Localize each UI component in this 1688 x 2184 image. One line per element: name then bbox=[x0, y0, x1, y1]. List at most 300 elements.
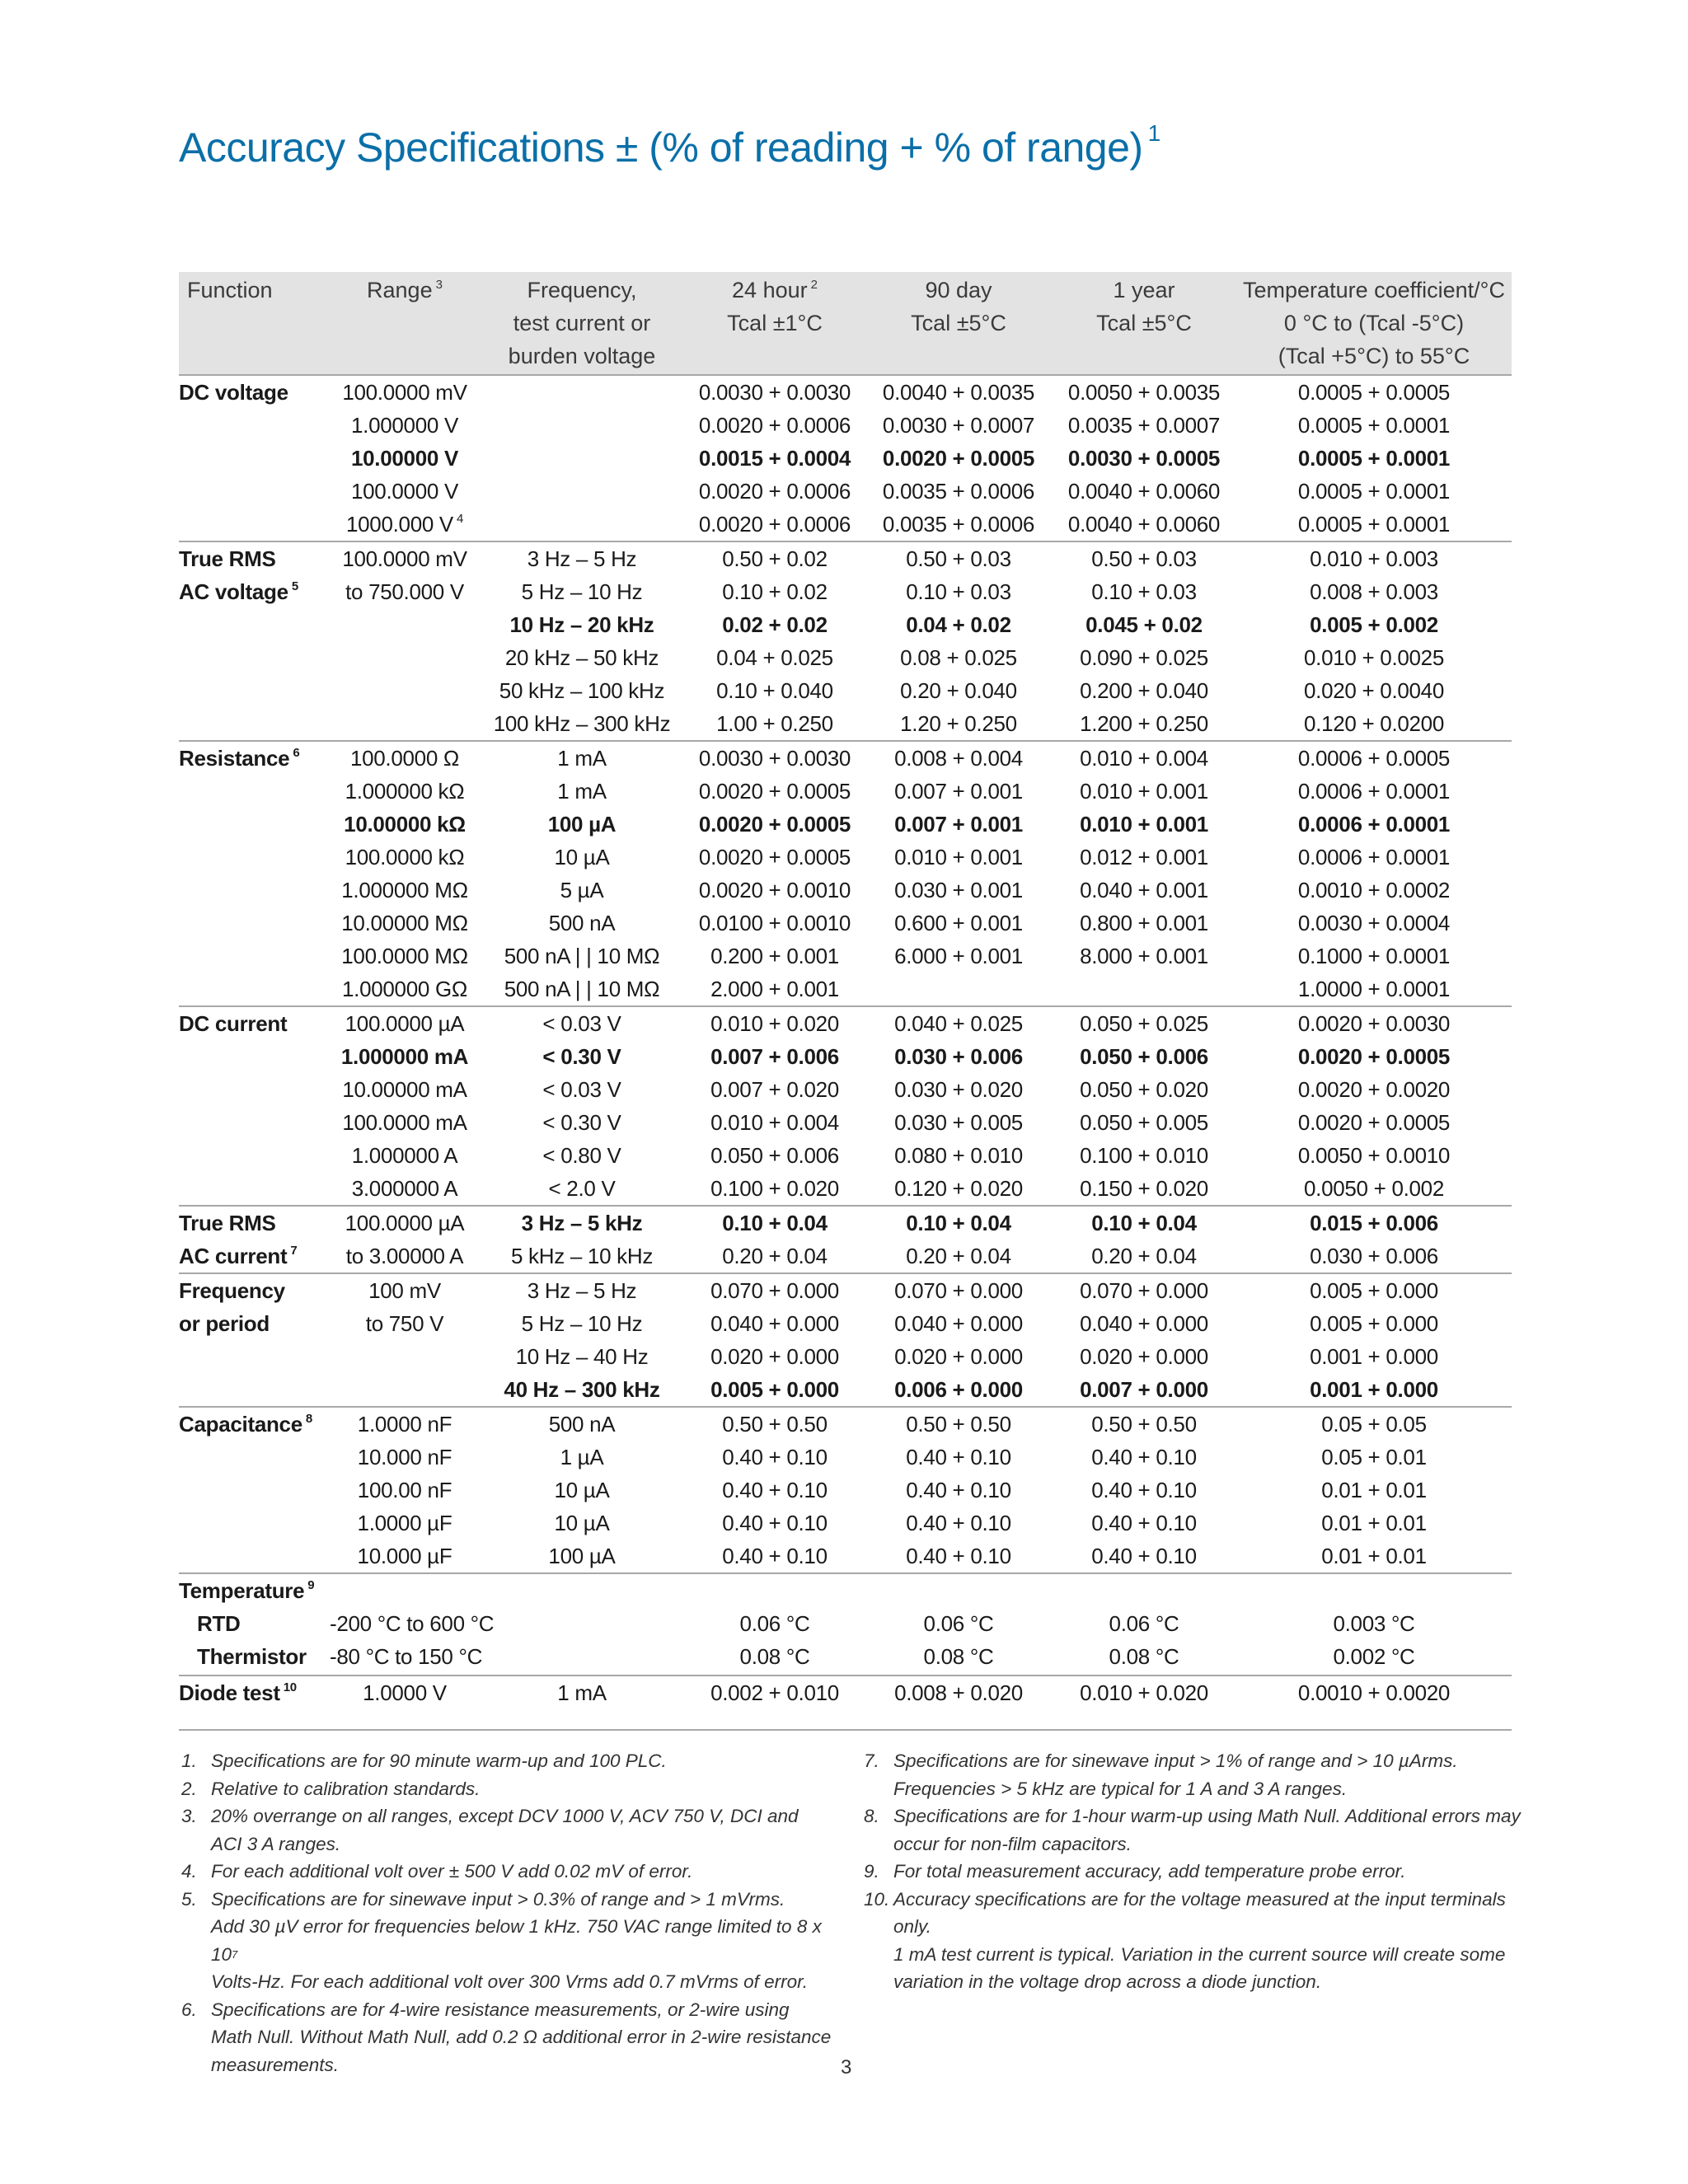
cell-text: 10.000 µF bbox=[357, 1544, 452, 1568]
cell-text: 100.0000 mA bbox=[342, 1110, 467, 1135]
cell-text: 0.0040 + 0.0060 bbox=[1067, 512, 1221, 537]
cell-temp-coefficient bbox=[1236, 1441, 1512, 1474]
cell-text: 1.000000 kΩ bbox=[345, 779, 465, 804]
cell-text: True RMS bbox=[179, 546, 276, 571]
cell-text: 0.090 + 0.025 bbox=[1080, 645, 1208, 670]
table-row bbox=[179, 1441, 1512, 1474]
cell-function bbox=[179, 508, 330, 541]
cell-text: 0.0005 + 0.0005 bbox=[1297, 380, 1451, 405]
cell-text: 0.007 + 0.000 bbox=[1080, 1377, 1208, 1402]
cell-90-day bbox=[865, 1172, 1052, 1205]
cell-text: 1.20 + 0.250 bbox=[900, 711, 1017, 736]
cell-range bbox=[330, 608, 480, 641]
header-line: 0 °C to (Tcal -5°C) bbox=[1283, 311, 1465, 335]
accuracy-spec-table bbox=[179, 272, 1512, 1731]
cell-range bbox=[330, 841, 480, 874]
cell-24-hour bbox=[684, 1007, 865, 1040]
cell-24-hour bbox=[684, 1607, 865, 1640]
cell-24-hour bbox=[684, 1441, 865, 1474]
cell-text: 0.0040 + 0.0035 bbox=[882, 380, 1035, 405]
cell-text: 10.000 nF bbox=[357, 1445, 452, 1469]
cell-range bbox=[330, 641, 480, 674]
cell-text: 0.200 + 0.001 bbox=[710, 944, 839, 968]
cell-temp-coefficient bbox=[1236, 1640, 1512, 1673]
cell-text: 2.000 + 0.001 bbox=[710, 977, 839, 1001]
cell-90-day bbox=[865, 1441, 1052, 1474]
footnote-number: 2. bbox=[181, 1778, 197, 1799]
footnote-line: Relative to calibration standards. bbox=[211, 1778, 481, 1799]
cell-text: 0.010 + 0.020 bbox=[1080, 1680, 1208, 1705]
cell-1-year bbox=[1052, 1373, 1236, 1406]
cell-24-hour bbox=[684, 1408, 865, 1441]
table-row bbox=[179, 1205, 1512, 1240]
cell-function bbox=[179, 841, 330, 874]
footnote bbox=[864, 1858, 1523, 1886]
table-row bbox=[179, 1272, 1512, 1307]
header-line bbox=[684, 274, 865, 307]
cell-text: 0.50 + 0.50 bbox=[1091, 1412, 1197, 1436]
table-row bbox=[179, 940, 1512, 972]
cell-frequency bbox=[480, 1106, 684, 1139]
footnote-number: 8. bbox=[864, 1806, 879, 1826]
cell-text: 0.20 + 0.04 bbox=[722, 1244, 828, 1268]
cell-24-hour bbox=[684, 1040, 865, 1073]
cell-24-hour bbox=[684, 972, 865, 1005]
cell-text: 3 Hz – 5 kHz bbox=[521, 1211, 643, 1235]
cell-function bbox=[179, 1040, 330, 1073]
cell-1-year bbox=[1052, 475, 1236, 508]
cell-text: 0.040 + 0.001 bbox=[1080, 878, 1208, 902]
cell-text: 0.40 + 0.10 bbox=[1091, 1544, 1197, 1568]
footnote-line: Specifications are for 4-wire resistance measurements, or 2-wire using bbox=[211, 1999, 790, 2020]
cell-90-day bbox=[865, 1640, 1052, 1673]
header-range bbox=[330, 272, 480, 374]
cell-text: 0.08 °C bbox=[923, 1644, 994, 1669]
cell-temp-coefficient bbox=[1236, 1007, 1512, 1040]
footnote bbox=[181, 1858, 832, 1886]
cell-text: 100 mV bbox=[368, 1278, 441, 1303]
cell-text: 0.0030 + 0.0004 bbox=[1297, 911, 1451, 935]
cell-text: 0.0030 + 0.0007 bbox=[882, 413, 1035, 438]
footnote-number: 6. bbox=[181, 1999, 197, 2020]
cell-1-year bbox=[1052, 841, 1236, 874]
cell-range bbox=[330, 542, 480, 575]
cell-function bbox=[179, 1240, 330, 1272]
cell-text: 0.020 + 0.000 bbox=[710, 1344, 839, 1369]
cell-text: 0.0020 + 0.0006 bbox=[698, 512, 851, 537]
cell-text: 0.070 + 0.000 bbox=[710, 1278, 839, 1303]
cell-frequency bbox=[480, 1207, 684, 1240]
footnote-line-text: Add 30 µV error for frequencies below 1 kHz. 750 VAC range limited to 8 x 10 bbox=[211, 1916, 822, 1965]
header-line: 90 day bbox=[925, 278, 992, 302]
cell-function bbox=[179, 641, 330, 674]
cell-24-hour bbox=[684, 1640, 865, 1673]
footnote bbox=[864, 1747, 1523, 1802]
cell-text: -200 °C to 600 °C bbox=[330, 1611, 495, 1636]
cell-text: 0.0006 + 0.0001 bbox=[1297, 779, 1451, 804]
cell-frequency bbox=[480, 542, 684, 575]
cell-frequency bbox=[480, 1574, 684, 1607]
cell-1-year bbox=[1052, 1574, 1236, 1607]
cell-range bbox=[330, 1007, 480, 1040]
cell-function bbox=[179, 1139, 330, 1172]
cell-text: 0.0040 + 0.0060 bbox=[1067, 479, 1221, 504]
cell-text: 0.600 + 0.001 bbox=[894, 911, 1023, 935]
cell-24-hour bbox=[684, 775, 865, 808]
cell-90-day bbox=[865, 1373, 1052, 1406]
cell-frequency bbox=[480, 1172, 684, 1205]
cell-text: AC voltage bbox=[179, 579, 288, 604]
cell-text: 0.040 + 0.000 bbox=[710, 1311, 839, 1336]
cell-text: 0.005 + 0.000 bbox=[710, 1377, 839, 1402]
cell-90-day bbox=[865, 1474, 1052, 1507]
cell-1-year bbox=[1052, 1240, 1236, 1272]
cell-frequency bbox=[480, 1607, 684, 1640]
cell-text: 0.40 + 0.10 bbox=[1091, 1445, 1197, 1469]
cell-text: 0.006 + 0.000 bbox=[894, 1377, 1023, 1402]
cell-24-hour bbox=[684, 542, 865, 575]
cell-function bbox=[179, 575, 330, 608]
footnote-line: Specifications are for sinewave input > 1% of range and > 10 µArms. bbox=[893, 1750, 1458, 1771]
cell-text: 0.04 + 0.025 bbox=[716, 645, 833, 670]
cell-text: 0.012 + 0.001 bbox=[1080, 845, 1208, 869]
cell-24-hour bbox=[684, 940, 865, 972]
cell-90-day bbox=[865, 608, 1052, 641]
table-row bbox=[179, 475, 1512, 508]
cell-temp-coefficient bbox=[1236, 409, 1512, 442]
footnote-ref: 3 bbox=[435, 278, 443, 292]
cell-function bbox=[179, 1373, 330, 1406]
footnote-number: 10. bbox=[864, 1888, 890, 1910]
cell-frequency bbox=[480, 475, 684, 508]
cell-1-year bbox=[1052, 409, 1236, 442]
cell-text: to 750.000 V bbox=[345, 579, 464, 604]
footnote-text bbox=[211, 1802, 799, 1858]
cell-1-year bbox=[1052, 940, 1236, 972]
cell-range bbox=[330, 808, 480, 841]
cell-text: 0.008 + 0.003 bbox=[1310, 579, 1438, 604]
footnote bbox=[181, 1996, 832, 2079]
table-row bbox=[179, 1340, 1512, 1373]
cell-1-year bbox=[1052, 775, 1236, 808]
header-text: 24 hour bbox=[732, 278, 808, 302]
cell-range bbox=[330, 1274, 480, 1307]
cell-text: 0.06 °C bbox=[923, 1611, 994, 1636]
cell-1-year bbox=[1052, 1007, 1236, 1040]
cell-90-day bbox=[865, 808, 1052, 841]
cell-24-hour bbox=[684, 475, 865, 508]
table-row bbox=[179, 1675, 1512, 1709]
cell-text: 0.040 + 0.025 bbox=[894, 1011, 1023, 1036]
cell-text: 50 kHz – 100 kHz bbox=[499, 678, 665, 703]
cell-text: 0.0030 + 0.0005 bbox=[1067, 446, 1221, 471]
cell-24-hour bbox=[684, 641, 865, 674]
footnote-number: 9. bbox=[864, 1861, 879, 1882]
footnote-ref: 5 bbox=[291, 579, 298, 593]
table-row bbox=[179, 972, 1512, 1005]
cell-range bbox=[330, 972, 480, 1005]
cell-text: 0.20 + 0.04 bbox=[906, 1244, 1011, 1268]
cell-90-day bbox=[865, 542, 1052, 575]
cell-temp-coefficient bbox=[1236, 442, 1512, 475]
cell-frequency bbox=[480, 376, 684, 409]
cell-text: 0.0010 + 0.0020 bbox=[1297, 1680, 1451, 1705]
cell-text: 0.050 + 0.006 bbox=[710, 1143, 839, 1168]
cell-text: Capacitance bbox=[179, 1412, 302, 1436]
cell-90-day bbox=[865, 907, 1052, 940]
cell-text: 1.000000 mA bbox=[340, 1044, 469, 1069]
cell-1-year bbox=[1052, 1172, 1236, 1205]
cell-temp-coefficient bbox=[1236, 1040, 1512, 1073]
cell-24-hour bbox=[684, 1073, 865, 1106]
cell-temp-coefficient bbox=[1236, 508, 1512, 541]
cell-90-day bbox=[865, 1139, 1052, 1172]
footnote-line: For total measurement accuracy, add temperature probe error. bbox=[893, 1861, 1406, 1882]
cell-range bbox=[330, 508, 480, 541]
cell-text: 0.0035 + 0.0007 bbox=[1067, 413, 1221, 438]
cell-text: < 0.30 V bbox=[542, 1044, 621, 1069]
cell-24-hour bbox=[684, 874, 865, 907]
cell-1-year bbox=[1052, 608, 1236, 641]
cell-text: 0.40 + 0.10 bbox=[722, 1445, 828, 1469]
cell-90-day bbox=[865, 940, 1052, 972]
cell-text: 0.0006 + 0.0005 bbox=[1297, 746, 1451, 771]
cell-text: < 0.80 V bbox=[542, 1143, 621, 1168]
cell-90-day bbox=[865, 376, 1052, 409]
cell-temp-coefficient bbox=[1236, 1540, 1512, 1572]
cell-text: 1.0000 + 0.0001 bbox=[1297, 977, 1451, 1001]
cell-text: < 0.03 V bbox=[542, 1077, 621, 1102]
cell-text: 0.100 + 0.020 bbox=[710, 1176, 839, 1201]
cell-function bbox=[179, 674, 330, 707]
table-row bbox=[179, 1005, 1512, 1040]
cell-text: 0.0020 + 0.0010 bbox=[698, 878, 851, 902]
cell-text: 0.06 °C bbox=[739, 1611, 810, 1636]
cell-range bbox=[330, 1507, 480, 1540]
header-line bbox=[330, 274, 480, 307]
header-line: Temperature coefficient/°C bbox=[1243, 278, 1505, 302]
header-temp-coefficient bbox=[1236, 272, 1512, 374]
cell-90-day bbox=[865, 641, 1052, 674]
cell-text: 0.008 + 0.020 bbox=[894, 1680, 1023, 1705]
cell-function bbox=[179, 1307, 330, 1340]
cell-text: 500 nA | | 10 MΩ bbox=[504, 977, 660, 1001]
cell-text: 0.040 + 0.000 bbox=[894, 1311, 1023, 1336]
cell-text: 20 kHz – 50 kHz bbox=[504, 645, 659, 670]
cell-24-hour bbox=[684, 808, 865, 841]
cell-frequency bbox=[480, 1340, 684, 1373]
cell-temp-coefficient bbox=[1236, 1207, 1512, 1240]
cell-text: 0.50 + 0.03 bbox=[906, 546, 1011, 571]
cell-text: < 0.03 V bbox=[542, 1011, 621, 1036]
cell-text: 5 Hz – 10 Hz bbox=[521, 1311, 643, 1336]
cell-text: 0.001 + 0.000 bbox=[1310, 1377, 1438, 1402]
cell-function bbox=[179, 542, 330, 575]
cell-function bbox=[179, 1207, 330, 1240]
cell-1-year bbox=[1052, 1441, 1236, 1474]
cell-range bbox=[330, 1207, 480, 1240]
cell-text: DC current bbox=[179, 1011, 288, 1036]
cell-frequency bbox=[480, 1540, 684, 1572]
cell-function bbox=[179, 442, 330, 475]
cell-temp-coefficient bbox=[1236, 641, 1512, 674]
cell-text: to 750 V bbox=[365, 1311, 444, 1336]
footnote-text bbox=[893, 1886, 1523, 1996]
cell-temp-coefficient bbox=[1236, 775, 1512, 808]
cell-1-year bbox=[1052, 907, 1236, 940]
cell-24-hour bbox=[684, 1474, 865, 1507]
cell-function bbox=[179, 1676, 330, 1709]
cell-text: 0.010 + 0.001 bbox=[894, 845, 1023, 869]
cell-function bbox=[179, 608, 330, 641]
cell-90-day bbox=[865, 972, 1052, 1005]
table-row bbox=[179, 1073, 1512, 1106]
cell-text: 0.020 + 0.0040 bbox=[1303, 678, 1445, 703]
footnote bbox=[181, 1886, 832, 1996]
footnote-text bbox=[893, 1747, 1458, 1802]
cell-frequency bbox=[480, 1474, 684, 1507]
cell-text: 500 nA bbox=[548, 1412, 616, 1436]
cell-text: 0.030 + 0.005 bbox=[894, 1110, 1023, 1135]
footnote-text bbox=[211, 1858, 692, 1886]
cell-90-day bbox=[865, 1676, 1052, 1709]
cell-text: 0.0010 + 0.0002 bbox=[1297, 878, 1451, 902]
cell-text: Frequency bbox=[179, 1278, 285, 1303]
cell-90-day bbox=[865, 1040, 1052, 1073]
cell-temp-coefficient bbox=[1236, 1307, 1512, 1340]
header-frequency bbox=[480, 272, 684, 374]
footnote-line: Specifications are for sinewave input > 0.3% of range and > 1 mVrms. bbox=[211, 1888, 785, 1910]
cell-frequency bbox=[480, 1007, 684, 1040]
cell-range bbox=[330, 907, 480, 940]
cell-function bbox=[179, 972, 330, 1005]
cell-1-year bbox=[1052, 1274, 1236, 1307]
cell-text: 1 µA bbox=[560, 1445, 604, 1469]
footnotes-left bbox=[181, 1747, 832, 2079]
cell-text: 0.10 + 0.040 bbox=[716, 678, 833, 703]
cell-24-hour bbox=[684, 841, 865, 874]
cell-90-day bbox=[865, 1607, 1052, 1640]
cell-text: 0.005 + 0.002 bbox=[1310, 612, 1438, 637]
cell-text: 0.0020 + 0.0020 bbox=[1297, 1077, 1451, 1102]
cell-frequency bbox=[480, 508, 684, 541]
cell-range bbox=[330, 1441, 480, 1474]
cell-text: 100.0000 µA bbox=[345, 1211, 465, 1235]
cell-text: 0.070 + 0.000 bbox=[894, 1278, 1023, 1303]
cell-frequency bbox=[480, 1676, 684, 1709]
cell-temp-coefficient bbox=[1236, 1340, 1512, 1373]
table-row bbox=[179, 1507, 1512, 1540]
table-row bbox=[179, 1406, 1512, 1441]
cell-text: 0.0030 + 0.0030 bbox=[698, 746, 851, 771]
title-footnote-ref: 1 bbox=[1147, 120, 1160, 146]
cell-text: 5 kHz – 10 kHz bbox=[510, 1244, 654, 1268]
cell-text: 0.01 + 0.01 bbox=[1321, 1478, 1427, 1502]
cell-1-year bbox=[1052, 972, 1236, 1005]
cell-text: DC voltage bbox=[179, 380, 288, 405]
cell-text: 0.005 + 0.000 bbox=[1310, 1278, 1438, 1303]
table-row bbox=[179, 1307, 1512, 1340]
cell-24-hour bbox=[684, 409, 865, 442]
cell-24-hour bbox=[684, 1507, 865, 1540]
cell-1-year bbox=[1052, 442, 1236, 475]
table-row bbox=[179, 775, 1512, 808]
table-row bbox=[179, 1139, 1512, 1172]
cell-frequency bbox=[480, 442, 684, 475]
page-number: 3 bbox=[841, 2056, 852, 2079]
cell-text: 0.0006 + 0.0001 bbox=[1297, 812, 1451, 837]
cell-range bbox=[330, 874, 480, 907]
footnote-text bbox=[893, 1802, 1521, 1858]
title-text: Accuracy Specifications ± (% of reading + % of range) bbox=[179, 124, 1143, 171]
cell-90-day bbox=[865, 1540, 1052, 1572]
cell-text: 10 µA bbox=[554, 845, 610, 869]
cell-temp-coefficient bbox=[1236, 542, 1512, 575]
footnote-number: 7. bbox=[864, 1750, 879, 1771]
cell-text: 6.000 + 0.001 bbox=[894, 944, 1023, 968]
cell-range bbox=[330, 1307, 480, 1340]
cell-text: 100 µA bbox=[547, 812, 617, 837]
table-row bbox=[179, 442, 1512, 475]
cell-function bbox=[179, 1106, 330, 1139]
cell-text: 1 mA bbox=[557, 779, 607, 804]
footnote-line: Accuracy specifications are for the voltage measured at the input terminals only. bbox=[893, 1888, 1506, 1937]
header-line: Tcal ±5°C bbox=[911, 311, 1006, 335]
cell-temp-coefficient bbox=[1236, 1106, 1512, 1139]
cell-frequency bbox=[480, 641, 684, 674]
header-24-hour bbox=[684, 272, 865, 374]
cell-text: 0.0050 + 0.0035 bbox=[1067, 380, 1221, 405]
cell-temp-coefficient bbox=[1236, 1607, 1512, 1640]
cell-text: 0.04 + 0.02 bbox=[906, 612, 1011, 637]
cell-text: 0.080 + 0.010 bbox=[894, 1143, 1023, 1168]
cell-text: 0.08 °C bbox=[1109, 1644, 1179, 1669]
cell-1-year bbox=[1052, 707, 1236, 740]
cell-temp-coefficient bbox=[1236, 1373, 1512, 1406]
cell-range bbox=[330, 1040, 480, 1073]
cell-temp-coefficient bbox=[1236, 1408, 1512, 1441]
cell-text: AC current bbox=[179, 1244, 288, 1268]
cell-function bbox=[179, 475, 330, 508]
cell-90-day bbox=[865, 1007, 1052, 1040]
cell-range bbox=[330, 707, 480, 740]
footnote bbox=[181, 1802, 832, 1858]
cell-text: 0.0020 + 0.0005 bbox=[698, 779, 851, 804]
cell-text: or period bbox=[179, 1311, 270, 1336]
cell-range bbox=[330, 1373, 480, 1406]
cell-temp-coefficient bbox=[1236, 1574, 1512, 1607]
cell-text: 0.40 + 0.10 bbox=[1091, 1478, 1197, 1502]
table-row bbox=[179, 707, 1512, 740]
cell-text: 0.0005 + 0.0001 bbox=[1297, 413, 1451, 438]
table-row bbox=[179, 808, 1512, 841]
footnote-line: occur for non-film capacitors. bbox=[893, 1833, 1132, 1854]
cell-temp-coefficient bbox=[1236, 608, 1512, 641]
cell-range bbox=[330, 674, 480, 707]
cell-text: 100 µA bbox=[548, 1544, 616, 1568]
cell-text: 500 nA bbox=[548, 911, 616, 935]
cell-text: 0.0015 + 0.0004 bbox=[698, 446, 851, 471]
cell-range bbox=[330, 1408, 480, 1441]
cell-24-hour bbox=[684, 376, 865, 409]
cell-1-year bbox=[1052, 1474, 1236, 1507]
cell-text: 3 Hz – 5 Hz bbox=[527, 546, 637, 571]
cell-text: 0.20 + 0.040 bbox=[900, 678, 1017, 703]
cell-1-year bbox=[1052, 1073, 1236, 1106]
cell-text: 0.50 + 0.03 bbox=[1091, 546, 1197, 571]
cell-range bbox=[330, 1574, 480, 1607]
cell-text: 0.008 + 0.004 bbox=[894, 746, 1023, 771]
